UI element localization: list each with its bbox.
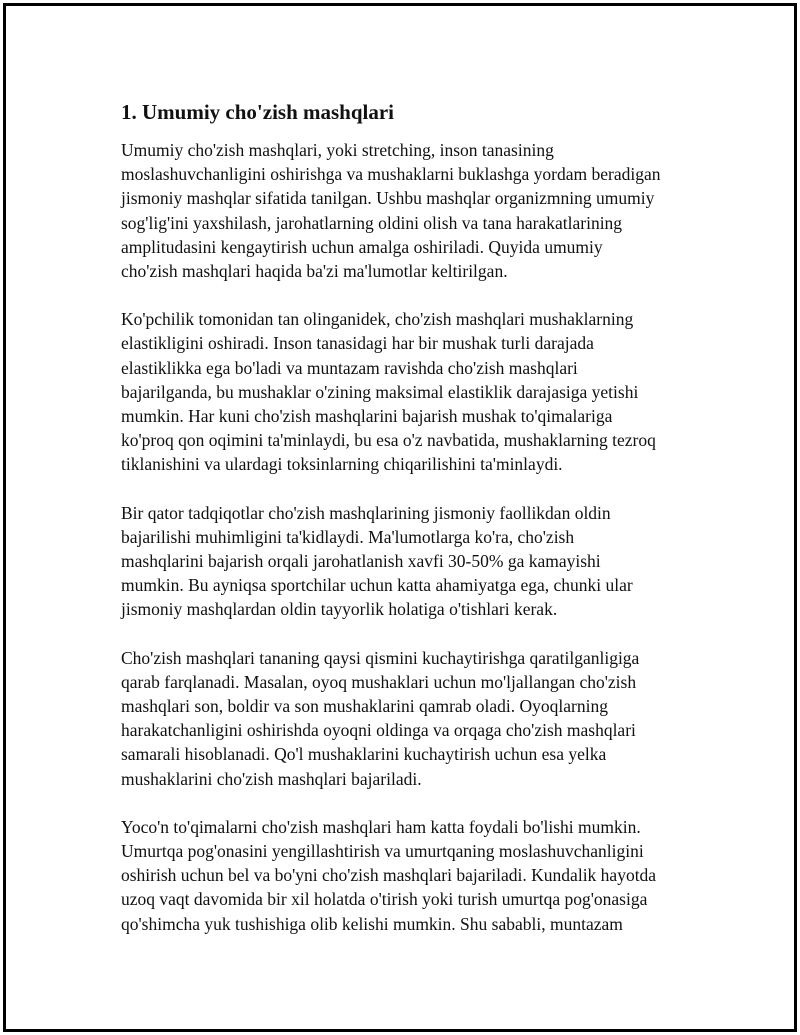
- text-line: mumkin. Bu ayniqsa sportchilar uchun katta ahamiyatga ega, chunki ular: [121, 575, 633, 596]
- text-line: jismoniy mashqlar sifatida tanilgan. Ushbu mashqlar organizmning umumiy: [121, 188, 655, 209]
- text-line: Umurtqa pog'onasini yengillashtirish va umurtqaning moslashuvchanligini: [121, 841, 644, 862]
- text-line: mushaklarini cho'zish mashqlari bajariladi.: [121, 768, 422, 789]
- document-body: [121, 98, 701, 960]
- paragraph-4: [121, 646, 701, 791]
- text-line: amplitudasini kengaytirish uchun amalga oshiriladi. Quyida umumiy: [121, 236, 603, 257]
- text-line: Bir qator tadqiqotlar cho'zish mashqlarining jismoniy faollikdan oldin: [121, 502, 611, 523]
- text-line: moslashuvchanligini oshirishga va mushaklarni buklashga yordam beradigan: [121, 164, 661, 185]
- text-line: bajarilishi muhimligini ta'kidlaydi. Ma'lumotlarga ko'ra, cho'zish: [121, 526, 575, 547]
- text-line: ko'proq qon oqimini ta'minlaydi, bu esa o'z navbatida, mushaklarning tezroq: [121, 430, 656, 451]
- paragraph-2: [121, 307, 701, 476]
- text-line: bajarilganda, bu mushaklar o'zining maksimal elastiklik darajasiga yetishi: [121, 381, 639, 402]
- text-line: sog'lig'ini yaxshilash, jarohatlarning oldini olish va tana harakatlarining: [121, 212, 623, 233]
- paragraph-5: [121, 815, 701, 936]
- text-line: qo'shimcha yuk tushishiga olib kelishi mumkin. Shu sababli, muntazam: [121, 913, 623, 934]
- text-line: Yoco'n to'qimalarni cho'zish mashqlari ham katta foydali bo'lishi mumkin.: [121, 816, 641, 837]
- text-line: samarali hisoblanadi. Qo'l mushaklarini kuchaytirish uchun esa yelka: [121, 744, 607, 765]
- text-line: elastikligini oshiradi. Inson tanasidagi har bir mushak turli darajada: [121, 333, 594, 354]
- text-line: qarab farqlanadi. Masalan, oyoq mushaklari uchun mo'ljallangan cho'zish: [121, 671, 637, 692]
- section-heading: 1. Umumiy cho'zish mashqlari: [121, 100, 395, 124]
- text-line: tiklanishini va ulardagi toksinlarning chiqarilishini ta'minlaydi.: [121, 454, 563, 475]
- text-line: jismoniy mashqlardan oldin tayyorlik holatiga o'tishlari kerak.: [121, 599, 558, 620]
- text-line: mumkin. Har kuni cho'zish mashqlarini bajarish mushak to'qimalariga: [121, 406, 613, 427]
- text-line: mashqlarini bajarish orqali jarohatlanish xavfi 30-50% ga kamayishi: [121, 551, 601, 572]
- text-line: uzoq vaqt davomida bir xil holatda o'tirish yoki turish umurtqa pog'onasiga: [121, 889, 648, 910]
- text-line: elastiklikka ega bo'ladi va muntazam ravishda cho'zish mashqlari: [121, 357, 578, 378]
- paragraph-1: [121, 138, 701, 283]
- text-line: cho'zish mashqlari haqida ba'zi ma'lumotlar keltirilgan.: [121, 261, 508, 282]
- paragraph-3: [121, 501, 701, 622]
- text-line: harakatchanligini oshirishda oyoqni oldinga va orqaga cho'zish mashqlari: [121, 720, 636, 741]
- text-line: mashqlari son, boldir va son mushaklarini qamrab oladi. Oyoqlarning: [121, 696, 608, 717]
- text-line: Cho'zish mashqlari tananing qaysi qismini kuchaytirishga qaratilganligiga: [121, 647, 640, 668]
- text-line: Ko'pchilik tomonidan tan olinganidek, cho'zish mashqlari mushaklarning: [121, 309, 634, 330]
- text-line: Umumiy cho'zish mashqlari, yoki stretching, inson tanasining: [121, 140, 554, 160]
- text-line: oshirish uchun bel va bo'yni cho'zish mashqlari bajariladi. Kundalik hayotda: [121, 865, 657, 886]
- page-frame: [3, 3, 797, 1032]
